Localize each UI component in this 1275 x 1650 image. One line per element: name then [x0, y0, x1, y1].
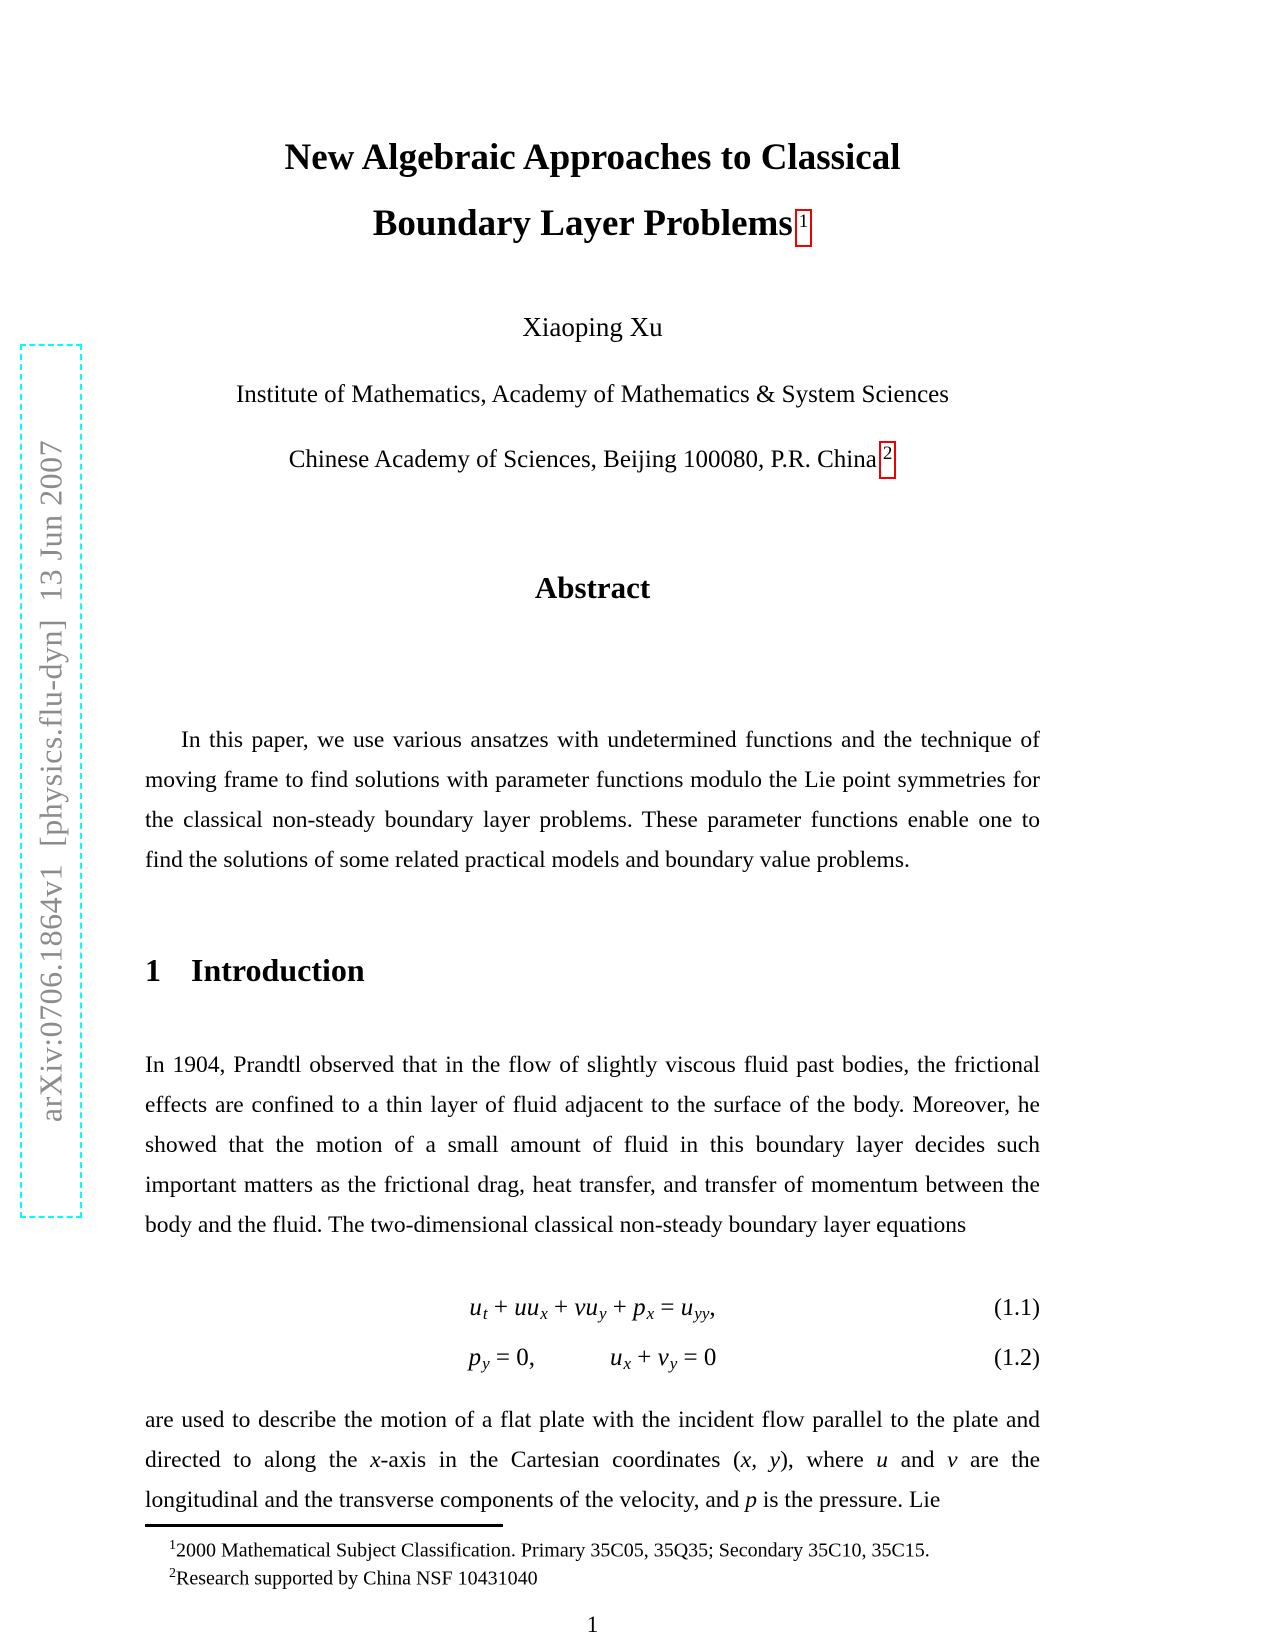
equation-1-2-math: py = 0, ux + vy = 0: [468, 1344, 717, 1373]
arxiv-stamp: [20, 344, 82, 1218]
author-affiliation-1: Institute of Mathematics, Academy of Mathematics & System Sciences: [235, 381, 950, 408]
footnote-rule: [145, 1524, 503, 1527]
intro-paragraph-1: In 1904, Prandtl observed that in the flow of slightly viscous fluid past bodies, the frictional effects are confined to a thin layer of fluid adjacent to the surface of the body. Moreover, he showed that the motion of a small amount of fluid in this boundary layer decides such important matters as the frictional drag, heat transfer, and transfer of momentum between the body and the fluid. The two-dimensional classical non-steady boundary layer equations: [145, 1052, 1040, 1238]
arxiv-stamp-text: arXiv:0706.1864v1 [physics.flu-dyn] 13 Jun 2007: [32, 439, 69, 1123]
footnote-1-marker: 1: [169, 1538, 176, 1553]
page-number: 1: [586, 1612, 599, 1637]
affiliation-footnote-link[interactable]: [879, 441, 897, 479]
author-name: Xiaoping Xu: [522, 312, 663, 342]
section-1-title: Introduction: [191, 952, 365, 988]
equation-1-1-math: ut + uux + vuy + px = uyy,: [469, 1294, 716, 1323]
footnote-2: [145, 1560, 1040, 1593]
affiliation-footnote-marker: 2: [882, 443, 893, 464]
author-affiliation-2: [145, 441, 1040, 479]
paper-title-line2: [145, 202, 1040, 247]
footnote-2-marker: 2: [169, 1566, 176, 1581]
footnote-2-text: Research supported by China NSF 10431040: [176, 1567, 538, 1590]
footnote-1-text: 2000 Mathematical Subject Classification. Primary 35C05, 35Q35; Secondary 35C10, 35C15.: [176, 1539, 930, 1562]
equation-1-2: [145, 1338, 1040, 1384]
intro-paragraph-2: are used to describe the motion of a flat plate with the incident flow parallel to the plate and directed to along the x-axis in the Cartesian coordinates (x, y), where u and v are the longitudinal and the transverse components of the velocity, and p is the pressure. Lie: [145, 1407, 1041, 1513]
equation-1-1: [145, 1288, 1040, 1334]
equation-1-1-number: (1.1): [994, 1295, 1040, 1321]
title-footnote-marker: 1: [798, 211, 809, 232]
paper-title-line1: New Algebraic Approaches to Classical: [284, 137, 901, 178]
paper-title-line2-text: Boundary Layer Problems: [372, 203, 793, 244]
author-affiliation-2-text: Chinese Academy of Sciences, Beijing 100080, P.R. China: [288, 446, 877, 473]
equation-1-2-number: (1.2): [994, 1345, 1040, 1371]
abstract-heading: Abstract: [534, 570, 651, 605]
section-1-heading: [145, 952, 1040, 988]
section-1-number: 1: [145, 952, 161, 988]
abstract-text: In this paper, we use various ansatzes with undetermined functions and the technique of moving frame to find solutions with parameter functions modulo the Lie point symmetries for the classical non-steady boundary layer problems. These parameter functions enable one to find the solutions of some related practical models and boundary value problems.: [145, 727, 1040, 873]
title-footnote-link[interactable]: [795, 209, 813, 247]
